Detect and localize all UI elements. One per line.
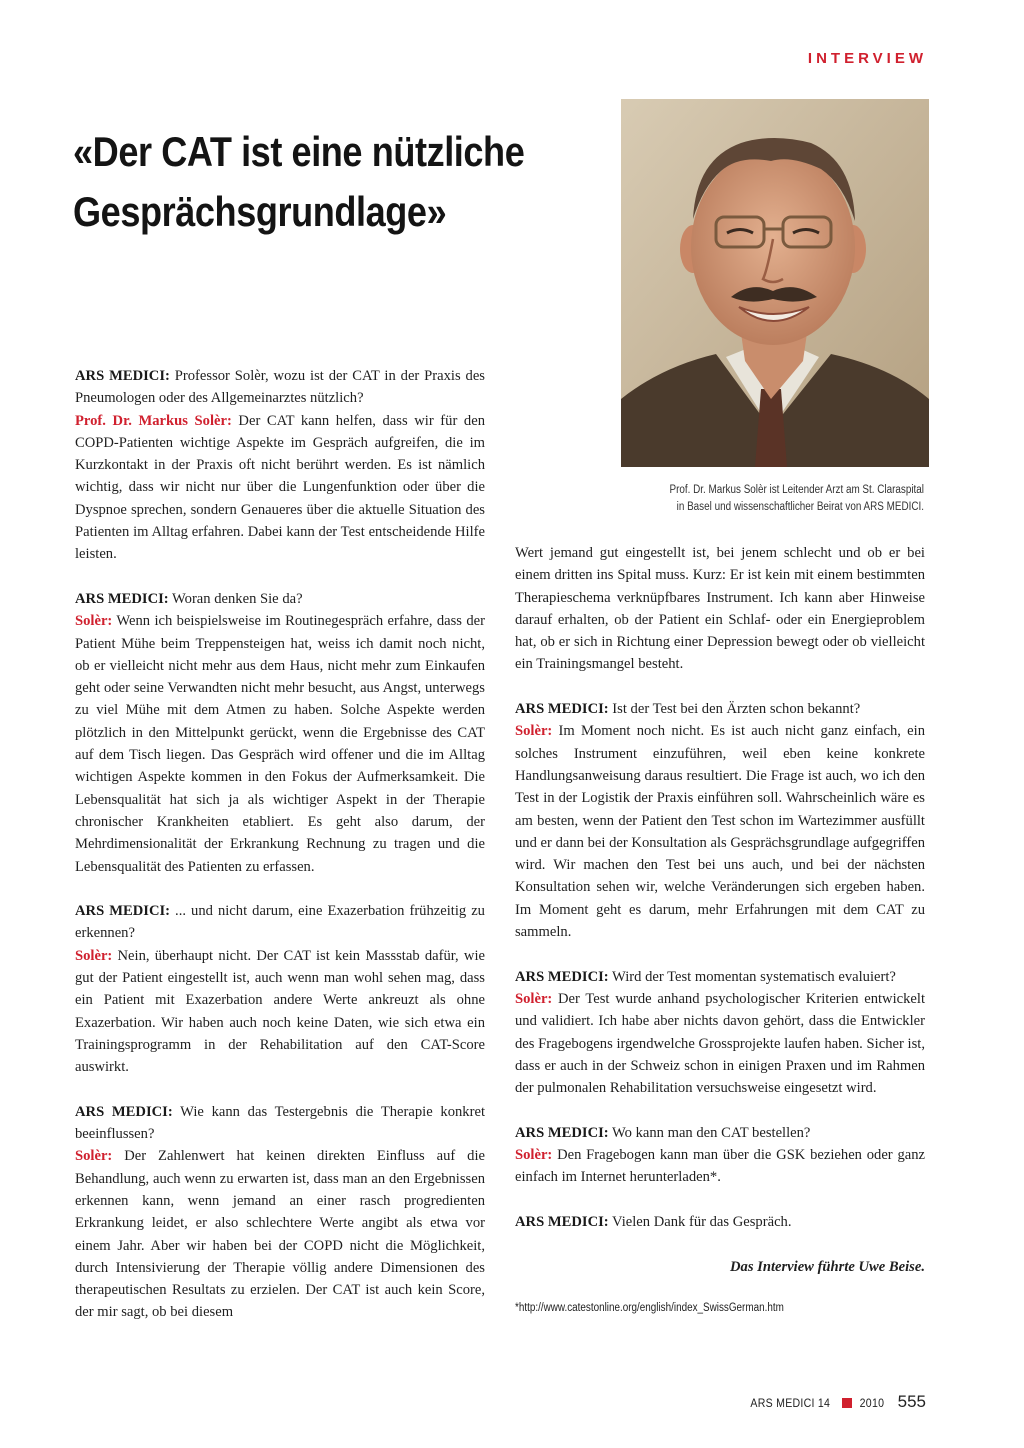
footnote-url[interactable]: *http://www.catestonline.org/english/index_SwissGerman.htm: [515, 1301, 784, 1314]
question: [75, 900, 485, 945]
headline: «Der CAT ist eine nützliche Gesprächsgrundlage»: [73, 128, 525, 235]
portrait-photo: [621, 99, 929, 467]
qa-block: [515, 698, 925, 943]
question-speaker: ARS MEDICI:: [75, 590, 169, 607]
question-text: Woran denken Sie da?: [168, 590, 303, 607]
qa-block: [75, 1101, 485, 1324]
page-number: 555: [897, 1392, 926, 1411]
red-square-icon: [842, 1398, 852, 1408]
answer: [75, 1145, 485, 1323]
answer: [75, 610, 485, 878]
question: [515, 698, 925, 720]
qa-block: [75, 900, 485, 1078]
answer-text: Wenn ich beispielsweise im Routinegespräch erfahre, dass der Patient Mühe beim Treppensteigen hat, weiss ich damit noch nicht, ob er vielleicht nicht mehr aus dem Haus, nicht mehr zum Einkaufen geht oder seine Verwandten nicht mehr besucht, aus Angst, unterwegs zu viel Mühe mit dem Atmen zu haben. Solche Aspekte werden plötzlich in den Mittelpunkt gerückt, wenn die Ergebnisse des CAT auf dem Tisch liegen. Das Gespräch wird offener und die im Alltag wichtigen Aspekte kommen in den Fokus der Aufmerksamkeit. Die Lebensqualität hat sich ja als wichtiger Aspekt in der Therapie chronischer Krankheiten etabliert. Es geht also darum, der Mehrdimensionalität der Erkrankung Rechnung zu tragen und die Lebensqualität des Patienten zu erfassen.: [75, 613, 485, 875]
qa-block: [75, 365, 485, 566]
question-speaker: ARS MEDICI:: [515, 968, 609, 985]
answer-text: Nein, überhaupt nicht. Der CAT ist kein Massstab dafür, wie gut der Patient eingestellt ist, auch wenn man wohl sehen mag, dass ein Patient mit Exazerbation andere Werte ankreuzt als ohne Exazerbation. Wir haben auch noch keine Daten, wie sich etwa ein Trainingsprogramm in der Rehabilitation auf den CAT-Score auswirkt.: [75, 947, 485, 1076]
question-speaker: ARS MEDICI:: [75, 1103, 173, 1120]
answer-speaker: Solèr:: [75, 613, 113, 630]
caption-line: in Basel und wissenschaftlicher Beirat von ARS MEDICI.: [676, 501, 924, 513]
answer-text: Der Test wurde anhand psychologischer Kriterien entwickelt und validiert. Ich habe aber nichts davon gehört, dass die Entwickler des Fragebogens irgendwelche Grossprojekte laufen haben. Sicher ist, dass er auch in der Schweiz schon in einigen Praxen und im Rahmen der pulmonalen Rehabilitation versuchsweise eingesetzt wird.: [515, 990, 925, 1097]
question: [515, 966, 925, 988]
answer-text: Der CAT kann helfen, dass wir für den COPD-Patienten wichtige Aspekte im Gespräch aufgreifen, die im Kurzkontakt in der Praxis oft nicht berührt werden. Es ist nämlich wichtig, dass wir nicht nur über die Lungenfunktion oder über die Dyspnoe sprechen, sondern Genaueres über die aktuelle Situation des Patienten im Alltag erfahren. Dabei kann der Test entscheidende Hilfe leisten.: [75, 412, 485, 563]
question-speaker: ARS MEDICI:: [515, 1124, 609, 1141]
answer: [515, 1144, 925, 1189]
article-column-left: [75, 365, 485, 1346]
journal-name: ARS MEDICI 14: [750, 1396, 831, 1410]
question-text: ... und nicht darum, eine Exazerbation frühzeitig zu erkennen?: [75, 903, 485, 942]
answer-speaker: Solèr:: [75, 1148, 113, 1165]
question-speaker: ARS MEDICI:: [515, 701, 609, 718]
article-column-right: [515, 542, 925, 1316]
answer-continuation: Wert jemand gut eingestellt ist, bei jenem schlecht und ob er bei einem dritten ins Spital muss. Kurz: Er ist kein mit einem bestimmten Therapieschema verknüpfbares Instrument. Ich kann aber Hinweise darauf erhalten, ob der Patient ein Schlaf- oder ein Energieproblem hat, ob er sich in Richtung einer Depression bewegt oder ob vielleicht ein Trainingsmangel besteht.: [515, 545, 925, 673]
question: [75, 1101, 485, 1146]
answer-text: Im Moment noch nicht. Es ist auch nicht ganz einfach, ein solches Instrument einzuführen, weil eben keine konkrete Handlungsanweisung daraus resultiert. Die Frage ist auch, wo ich den Test in der Logistik der Praxis einführen soll. Wahrscheinlich wäre es am besten, wenn der Patient den Test schon im Wartezimmer ausfüllt und er dann bei der Konsultation als Gesprächsgrundlage aufgegriffen wird. Wir machen den Test bei uns auch, und bei der nächsten Konsultation sehen wir, welche Veränderungen sich ergeben haben. Im Moment geht es darum, mehr Erfahrungen mit dem CAT zu sammeln.: [515, 723, 925, 941]
byline: Das Interview führte Uwe Beise.: [730, 1258, 925, 1275]
question-text: Professor Solèr, wozu ist der CAT in der Praxis des Pneumologen oder des Allgemeinarztes nützlich?: [75, 368, 485, 407]
answer-text: Den Fragebogen kann man über die GSK beziehen oder ganz einfach im Internet herunterladen*.: [515, 1147, 925, 1186]
question-text: Ist der Test bei den Ärzten schon bekannt?: [608, 701, 861, 718]
issue-year: 2010: [859, 1396, 884, 1410]
answer: [75, 945, 485, 1079]
photo-caption: [612, 482, 924, 516]
question: [75, 365, 485, 410]
question-text: Wie kann das Testergebnis die Therapie konkret beeinflussen?: [75, 1103, 485, 1143]
qa-block: [515, 966, 925, 1100]
answer-text: Der Zahlenwert hat keinen direkten Einfluss auf die Behandlung, auch wenn zu erwarten ist, dass man an den Ergebnissen erkennen kann, wenn jemand an einer rasch progredienten Erkrankung leidet, er also schlechtere Werte angibt als etwa vor einem Jahr. Aber wir haben bei der COPD nicht die Möglichkeit, durch Intensivierung der Therapie völlig andere Dimensionen des therapeutischen Resultats zu erzielen. Der CAT ist auch kein Score, der mir sagt, ob bei diesem: [75, 1148, 485, 1321]
closing-question: [515, 1211, 925, 1233]
answer-speaker: Prof. Dr. Markus Solèr:: [75, 412, 232, 429]
question-speaker: ARS MEDICI:: [75, 368, 170, 384]
question-text: Wo kann man den CAT bestellen?: [608, 1124, 811, 1141]
question-text: Vielen Dank für das Gespräch.: [608, 1213, 792, 1230]
question-text: Wird der Test momentan systematisch evaluiert?: [608, 968, 896, 985]
question: [515, 1122, 925, 1144]
answer-speaker: Solèr:: [515, 1147, 553, 1164]
answer: [515, 988, 925, 1099]
answer-speaker: Solèr:: [515, 990, 553, 1007]
portrait-illustration: [621, 99, 929, 467]
section-label: INTERVIEW: [807, 50, 927, 67]
qa-block: [75, 588, 485, 878]
answer: [75, 410, 485, 566]
answer: [515, 720, 925, 943]
question-speaker: ARS MEDICI:: [515, 1213, 609, 1230]
answer-speaker: Solèr:: [515, 723, 553, 740]
caption-line: Prof. Dr. Markus Solèr ist Leitender Arzt am St. Claraspital: [669, 484, 924, 496]
question: [75, 588, 485, 610]
page-footer: [745, 1392, 926, 1412]
question-speaker: ARS MEDICI:: [75, 903, 171, 920]
qa-block: [515, 1122, 925, 1189]
answer-speaker: Solèr:: [75, 947, 113, 964]
